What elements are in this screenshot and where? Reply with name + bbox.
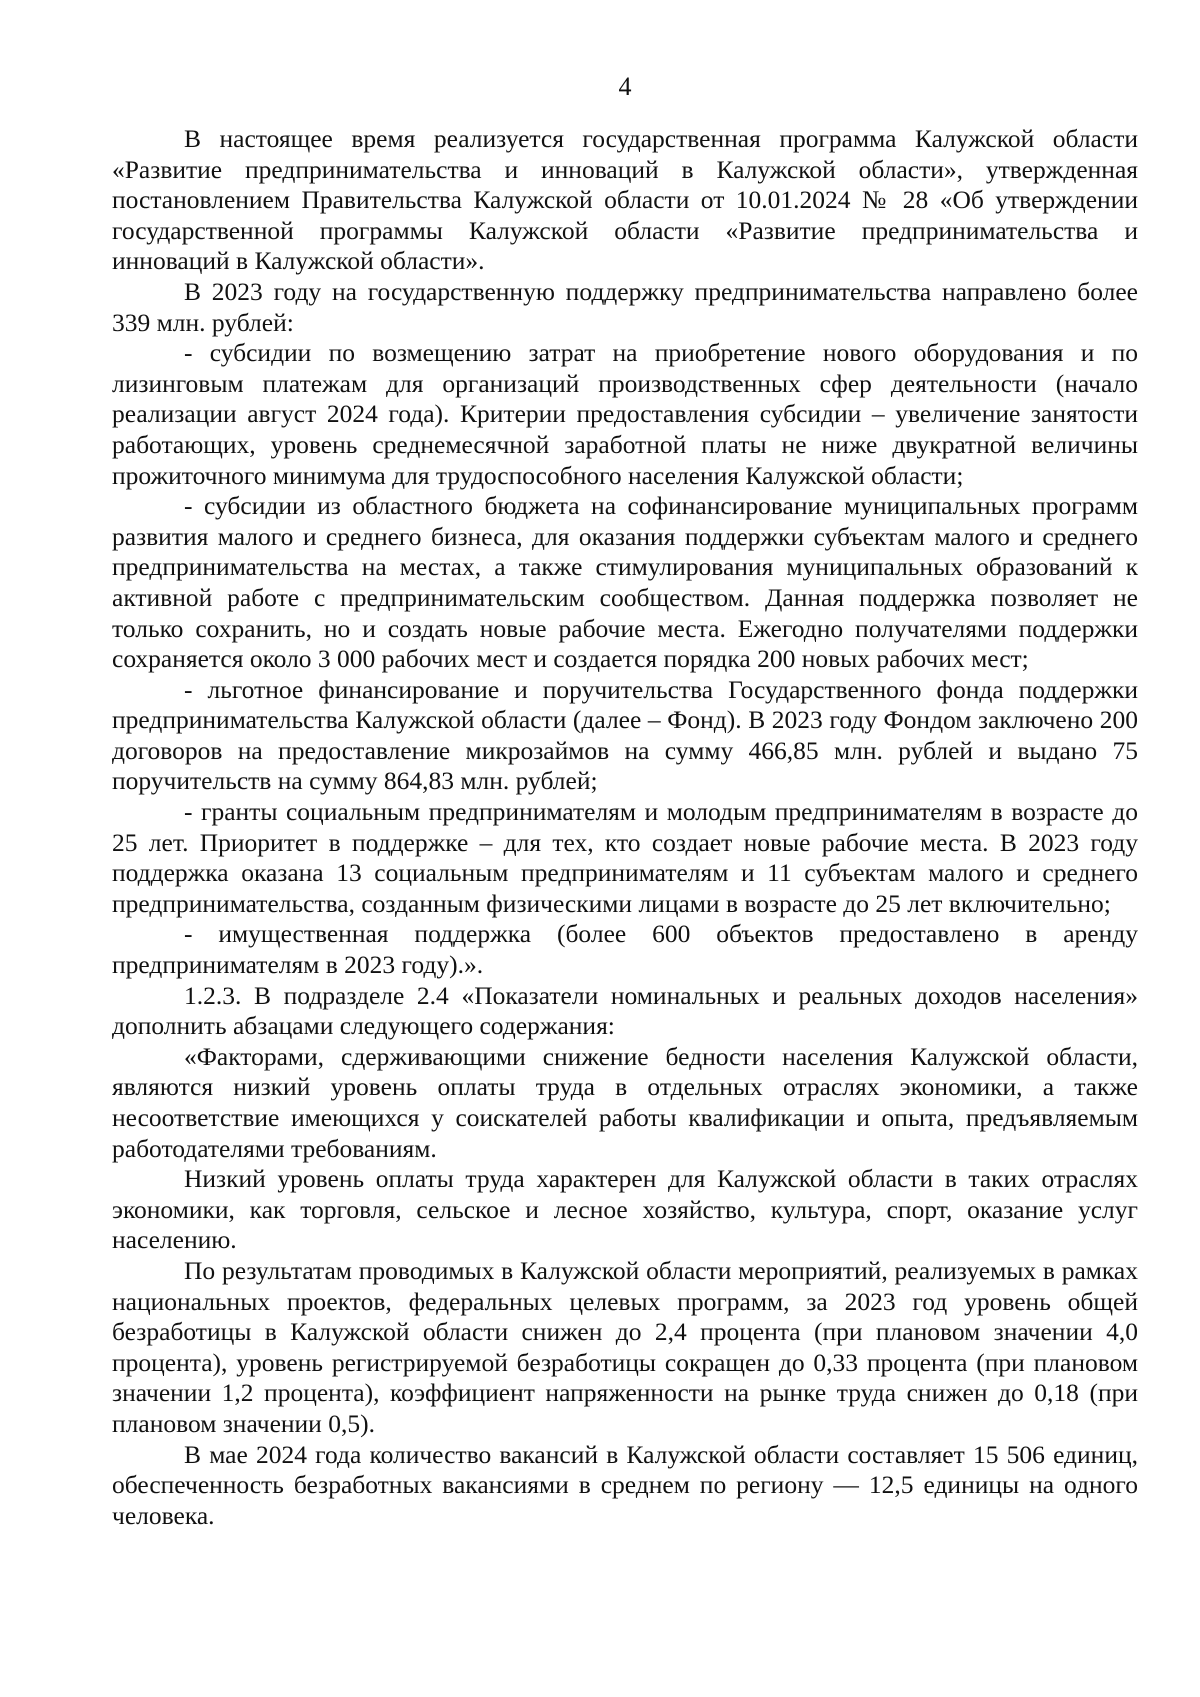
paragraph-section-2-4: 1.2.3. В подразделе 2.4 «Показатели номинальных и реальных доходов населения» дополнить абзацами следующего содержания: bbox=[112, 980, 1138, 1041]
list-item-municipal-subsidy: - субсидии из областного бюджета на софинансирование муниципальных программ развития малого и среднего бизнеса, для оказания поддержки субъектам малого и среднего предпринимательства на местах, а также стимулирования муниципальных образований к активной работе с предпринимательским сообществом. Данная поддержка позволяет не только сохранить, но и создать новые рабочие места. Ежегодно получателями поддержки сохраняется около 3 000 рабочих мест и создается порядка 200 новых рабочих мест; bbox=[112, 491, 1138, 674]
paragraph-poverty-factors: «Факторами, сдерживающими снижение бедности населения Калужской области, являются низкий уровень оплаты труда в отдельных отраслях экономики, а также несоответствие имеющихся у соискателей работы квалификации и опыта, предъявляемым работодателями требованиям. bbox=[112, 1041, 1138, 1163]
document-body bbox=[112, 124, 1138, 1531]
paragraph-support-2023: В 2023 году на государственную поддержку предпринимательства направлено более 339 млн. рублей: bbox=[112, 276, 1138, 337]
paragraph-unemployment-results: По результатам проводимых в Калужской области мероприятий, реализуемых в рамках национальных проектов, федеральных целевых программ, за 2023 год уровень общей безработицы в Калужской области снижен до 2,4 процента (при плановом значении 4,0 процента), уровень регистрируемой безработицы сокращен до 0,33 процента (при плановом значении 1,2 процента), коэффициент напряженности на рынке труда снижен до 0,18 (при плановом значении 0,5). bbox=[112, 1255, 1138, 1438]
list-item-equipment-subsidy: - субсидии по возмещению затрат на приобретение нового оборудования и по лизинговым платежам для организаций производственных сфер деятельности (начало реализации август 2024 года). Критерии предоставления субсидии – увеличение занятости работающих, уровень среднемесячной заработной платы не ниже двукратной величины прожиточного минимума для трудоспособного населения Калужской области; bbox=[112, 338, 1138, 490]
list-item-property-support: - имущественная поддержка (более 600 объектов предоставлено в аренду предпринимателям в 2023 году).». bbox=[112, 919, 1138, 980]
paragraph-program: В настоящее время реализуется государственная программа Калужской области «Развитие предпринимательства и инноваций в Калужской области», утвержденная постановлением Правительства Калужской области от 10.01.2024 № 28 «Об утверждении государственной программы Калужской области «Развитие предпринимательства и инноваций в Калужской области». bbox=[112, 124, 1138, 276]
paragraph-low-wages: Низкий уровень оплаты труда характерен для Калужской области в таких отраслях экономики, как торговля, сельское и лесное хозяйство, культура, спорт, оказание услуг населению. bbox=[112, 1164, 1138, 1255]
list-item-grants: - гранты социальным предпринимателям и молодым предпринимателям в возрасте до 25 лет. Приоритет в поддержке – для тех, кто создает новые рабочие места. В 2023 году поддержка оказана 13 социальным предпринимателям и 11 субъектам малого и среднего предпринимательства, созданным физическими лицами в возрасте до 25 лет включительно; bbox=[112, 797, 1138, 918]
list-item-fund-financing: - льготное финансирование и поручительства Государственного фонда поддержки предпринимательства Калужской области (далее – Фонд). В 2023 году Фондом заключено 200 договоров на предоставление микрозаймов на сумму 466,85 млн. рублей и выдано 75 поручительств на сумму 864,83 млн. рублей; bbox=[112, 674, 1138, 796]
page-number: 4 bbox=[618, 72, 632, 101]
paragraph-vacancies: В мае 2024 года количество вакансий в Калужской области составляет 15 506 единиц, обеспеченность безработных вакансиями в среднем по региону — 12,5 единицы на одного человека. bbox=[112, 1439, 1138, 1530]
